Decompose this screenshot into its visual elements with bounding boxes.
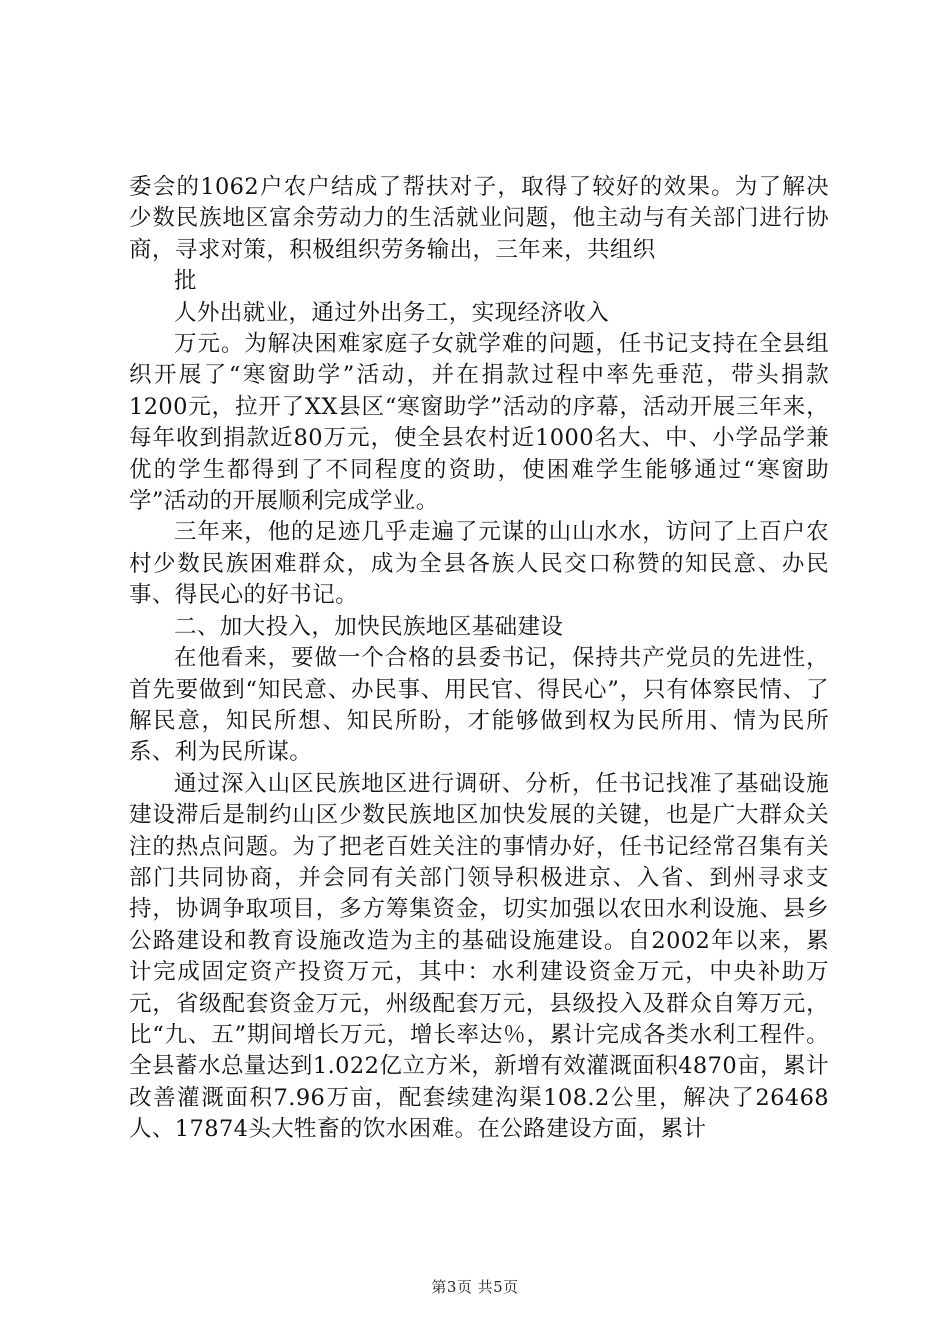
- paragraph: 三年来，他的足迹几乎走遍了元谋的山山水水，访问了上百户农村少数民族困难群众，成为全县各族人民交口称赞的知民意、办民事、得民心的好书记。: [129, 519, 829, 609]
- paragraph: 万元。为解决困难家庭子女就学难的问题，任书记支持在全县组织开展了“寒窗助学”活动，并在捐款过程中率先垂范，带头捐款1200元，拉开了XX县区“寒窗助学”活动的序幕，活动开展三年来，每年收到捐款近80万元，使全县农村近1000名大、中、小学品学兼优的学生都得到了不同程度的资助，使困难学生能够通过“寒窗助学”活动的开展顺利完成学业。: [129, 331, 829, 515]
- paragraph: 通过深入山区民族地区进行调研、分析，任书记找准了基础设施建设滞后是制约山区少数民族地区加快发展的关键，也是广大群众关注的热点问题。为了把老百姓关注的事情办好，任书记经常召集有关部门共同协商，并会同有关部门领导积极进京、入省、到州寻求支持，协调争取项目，多方筹集资金，切实加强以农田水利设施、县乡公路建设和教育设施改造为主的基础设施建设。自2002年以来，累计完成固定资产投资万元，其中：水利建设资金万元，中央补助万元，省级配套资金万元，州级配套万元，县级投入及群众自筹万元，比“九、五”期间增长万元，增长率达％，累计完成各类水利工程件。全县蓄水总量达到1.022亿立方米，新增有效灌溉面积4870亩，累计改善灌溉面积7.96万亩，配套续建沟渠108.2公里，解决了26468人、17874头大牲畜的饮水困难。在公路建设方面，累计: [129, 770, 829, 1143]
- paragraph: 在他看来，要做一个合格的县委书记，保持共产党员的先进性，首先要做到“知民意、办民事、用民官、得民心”，只有体察民情、了解民意，知民所想、知民所盼，才能够做到权为民所用、情为民所系、利为民所谋。: [129, 645, 829, 766]
- paragraph: 批: [174, 268, 197, 295]
- section-heading: 二、加大投入，加快民族地区基础建设: [174, 613, 564, 640]
- paragraph: 人外出就业，通过外出务工，实现经济收入: [174, 299, 610, 326]
- page-number-footer: 第3页 共5页: [431, 1278, 519, 1296]
- document-body: [129, 172, 829, 1146]
- paragraph: 委会的1062户农户结成了帮扶对子，取得了较好的效果。为了解决少数民族地区富余劳动力的生活就业问题，他主动与有关部门进行协商，寻求对策，积极组织劳务输出，三年来，共组织: [129, 174, 829, 263]
